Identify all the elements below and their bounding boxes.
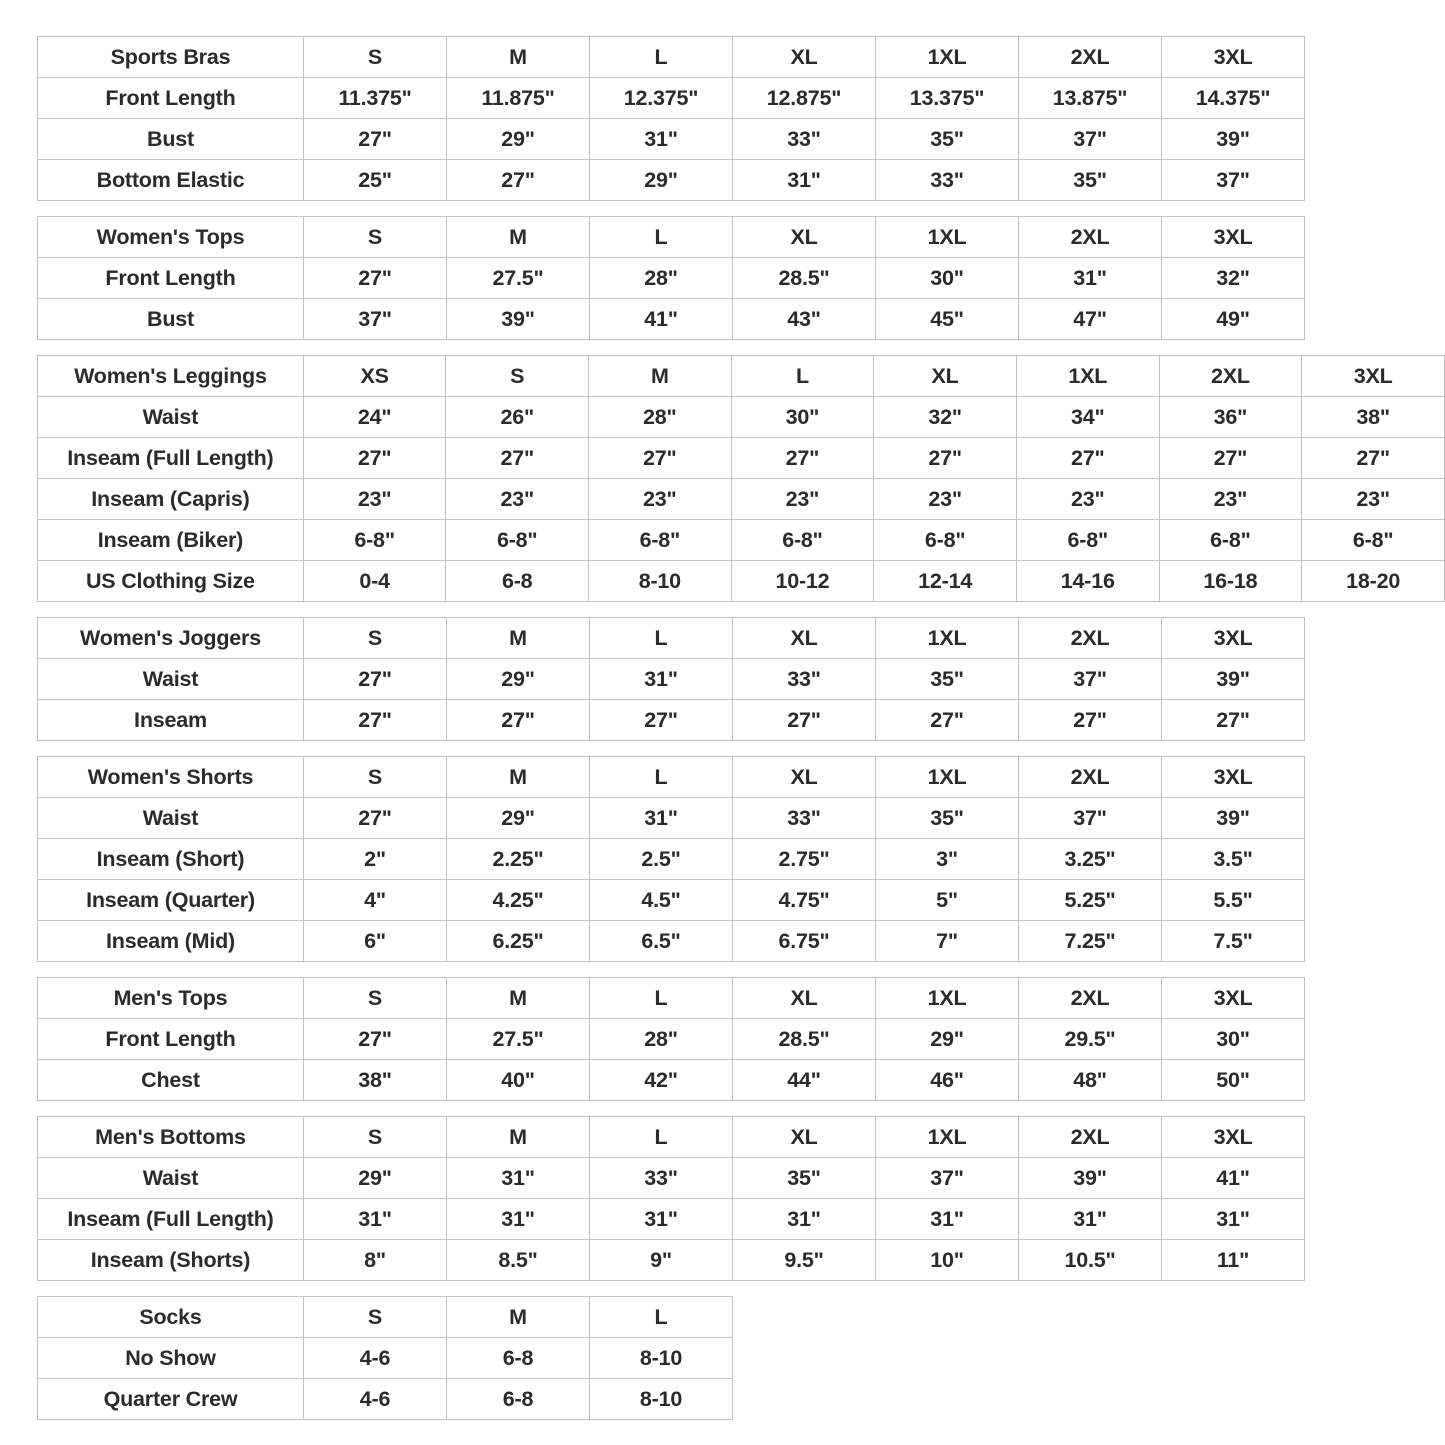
measurement-value-cell: 5.5" bbox=[1162, 880, 1305, 921]
measurement-value-cell: 27" bbox=[1019, 700, 1162, 741]
size-header-cell: 1XL bbox=[876, 1117, 1019, 1158]
measurement-value-cell: 27" bbox=[303, 438, 446, 479]
measurement-value-cell: 49" bbox=[1162, 299, 1305, 340]
measurement-value-cell: 39" bbox=[447, 299, 590, 340]
measurement-label-cell: Bottom Elastic bbox=[38, 160, 304, 201]
measurement-value-cell: 10" bbox=[876, 1240, 1019, 1281]
size-table-mens-tops bbox=[37, 977, 1305, 1101]
measurement-value-cell: 4.5" bbox=[590, 880, 733, 921]
measurement-value-cell: 27" bbox=[589, 438, 732, 479]
size-header-cell: 2XL bbox=[1159, 356, 1302, 397]
measurement-value-cell: 6.75" bbox=[733, 921, 876, 962]
measurement-value-cell: 41" bbox=[1162, 1158, 1305, 1199]
measurement-label-cell: Bust bbox=[38, 119, 304, 160]
measurement-value-cell: 2.75" bbox=[733, 839, 876, 880]
measurement-value-cell: 32" bbox=[874, 397, 1017, 438]
measurement-value-cell: 18-20 bbox=[1302, 561, 1445, 602]
measurement-value-cell: 27" bbox=[304, 1019, 447, 1060]
size-table-womens-leggings bbox=[37, 355, 1445, 602]
measurement-value-cell: 39" bbox=[1019, 1158, 1162, 1199]
measurement-value-cell: 39" bbox=[1162, 798, 1305, 839]
measurement-value-cell: 29" bbox=[304, 1158, 447, 1199]
measurement-value-cell: 12.375" bbox=[590, 78, 733, 119]
measurement-value-cell: 28.5" bbox=[733, 258, 876, 299]
measurement-value-cell: 33" bbox=[876, 160, 1019, 201]
measurement-value-cell: 36" bbox=[1159, 397, 1302, 438]
size-header-cell: 1XL bbox=[876, 37, 1019, 78]
table-header-row bbox=[38, 217, 1305, 258]
size-header-cell: M bbox=[447, 1117, 590, 1158]
size-header-cell: M bbox=[447, 1297, 590, 1338]
measurement-value-cell: 31" bbox=[447, 1158, 590, 1199]
table-title-cell: Women's Joggers bbox=[38, 618, 304, 659]
measurement-value-cell: 31" bbox=[590, 1199, 733, 1240]
size-header-cell: XL bbox=[733, 978, 876, 1019]
measurement-value-cell: 28.5" bbox=[733, 1019, 876, 1060]
measurement-value-cell: 35" bbox=[876, 798, 1019, 839]
table-row bbox=[38, 1199, 1305, 1240]
measurement-value-cell: 7" bbox=[876, 921, 1019, 962]
measurement-value-cell: 27" bbox=[447, 700, 590, 741]
measurement-value-cell: 14.375" bbox=[1162, 78, 1305, 119]
measurement-value-cell: 3.25" bbox=[1019, 839, 1162, 880]
table-row bbox=[38, 258, 1305, 299]
measurement-value-cell: 34" bbox=[1016, 397, 1159, 438]
size-header-cell: L bbox=[590, 618, 733, 659]
measurement-label-cell: Inseam (Full Length) bbox=[38, 1199, 304, 1240]
table-row bbox=[38, 397, 1445, 438]
size-table-socks bbox=[37, 1296, 733, 1420]
table-row bbox=[38, 880, 1305, 921]
measurement-value-cell: 31" bbox=[304, 1199, 447, 1240]
table-header-row bbox=[38, 1297, 733, 1338]
measurement-value-cell: 23" bbox=[589, 479, 732, 520]
measurement-value-cell: 29" bbox=[447, 119, 590, 160]
measurement-value-cell: 9" bbox=[590, 1240, 733, 1281]
measurement-value-cell: 23" bbox=[874, 479, 1017, 520]
measurement-value-cell: 23" bbox=[1159, 479, 1302, 520]
measurement-value-cell: 9.5" bbox=[733, 1240, 876, 1281]
measurement-value-cell: 27" bbox=[1162, 700, 1305, 741]
measurement-value-cell: 23" bbox=[1302, 479, 1445, 520]
table-title-cell: Socks bbox=[38, 1297, 304, 1338]
table-title-cell: Women's Leggings bbox=[38, 356, 304, 397]
measurement-label-cell: Inseam (Quarter) bbox=[38, 880, 304, 921]
measurement-value-cell: 23" bbox=[303, 479, 446, 520]
measurement-value-cell: 2.25" bbox=[447, 839, 590, 880]
measurement-value-cell: 40" bbox=[447, 1060, 590, 1101]
size-header-cell: 1XL bbox=[876, 217, 1019, 258]
size-header-cell: S bbox=[446, 356, 589, 397]
table-row bbox=[38, 659, 1305, 700]
measurement-label-cell: Chest bbox=[38, 1060, 304, 1101]
table-row bbox=[38, 700, 1305, 741]
measurement-value-cell: 6-8" bbox=[1302, 520, 1445, 561]
size-header-cell: XS bbox=[303, 356, 446, 397]
measurement-value-cell: 16-18 bbox=[1159, 561, 1302, 602]
measurement-value-cell: 6.5" bbox=[590, 921, 733, 962]
size-header-cell: L bbox=[731, 356, 874, 397]
measurement-value-cell: 32" bbox=[1162, 258, 1305, 299]
size-header-cell: XL bbox=[733, 217, 876, 258]
measurement-value-cell: 6-8" bbox=[874, 520, 1017, 561]
measurement-value-cell: 31" bbox=[447, 1199, 590, 1240]
measurement-value-cell: 29" bbox=[447, 798, 590, 839]
measurement-value-cell: 35" bbox=[733, 1158, 876, 1199]
size-header-cell: 2XL bbox=[1019, 757, 1162, 798]
measurement-value-cell: 23" bbox=[446, 479, 589, 520]
measurement-value-cell: 6-8 bbox=[447, 1379, 590, 1420]
table-row bbox=[38, 1338, 733, 1379]
size-header-cell: M bbox=[447, 37, 590, 78]
size-header-cell: L bbox=[590, 37, 733, 78]
measurement-label-cell: Inseam bbox=[38, 700, 304, 741]
measurement-value-cell: 4-6 bbox=[304, 1379, 447, 1420]
table-row bbox=[38, 1379, 733, 1420]
measurement-value-cell: 6" bbox=[304, 921, 447, 962]
size-header-cell: M bbox=[589, 356, 732, 397]
measurement-value-cell: 27" bbox=[304, 258, 447, 299]
table-row bbox=[38, 1240, 1305, 1281]
table-row bbox=[38, 1019, 1305, 1060]
measurement-value-cell: 27.5" bbox=[447, 1019, 590, 1060]
measurement-label-cell: Inseam (Full Length) bbox=[38, 438, 304, 479]
measurement-value-cell: 46" bbox=[876, 1060, 1019, 1101]
size-header-cell: XL bbox=[733, 37, 876, 78]
measurement-value-cell: 8.5" bbox=[447, 1240, 590, 1281]
measurement-value-cell: 50" bbox=[1162, 1060, 1305, 1101]
table-row bbox=[38, 299, 1305, 340]
measurement-label-cell: Inseam (Shorts) bbox=[38, 1240, 304, 1281]
size-header-cell: M bbox=[447, 618, 590, 659]
measurement-value-cell: 23" bbox=[731, 479, 874, 520]
measurement-value-cell: 33" bbox=[733, 798, 876, 839]
table-header-row bbox=[38, 978, 1305, 1019]
measurement-value-cell: 14-16 bbox=[1016, 561, 1159, 602]
measurement-value-cell: 6-8" bbox=[1016, 520, 1159, 561]
measurement-value-cell: 27" bbox=[304, 119, 447, 160]
size-header-cell: L bbox=[590, 1117, 733, 1158]
measurement-label-cell: Inseam (Mid) bbox=[38, 921, 304, 962]
table-header-row bbox=[38, 37, 1305, 78]
measurement-label-cell: Waist bbox=[38, 798, 304, 839]
measurement-value-cell: 3" bbox=[876, 839, 1019, 880]
measurement-value-cell: 37" bbox=[1019, 119, 1162, 160]
measurement-value-cell: 29" bbox=[590, 160, 733, 201]
size-table-sports-bras bbox=[37, 36, 1305, 201]
measurement-value-cell: 4.25" bbox=[447, 880, 590, 921]
table-header-row bbox=[38, 356, 1445, 397]
measurement-label-cell: Front Length bbox=[38, 1019, 304, 1060]
size-header-cell: 2XL bbox=[1019, 978, 1162, 1019]
measurement-value-cell: 35" bbox=[1019, 160, 1162, 201]
size-header-cell: S bbox=[304, 1117, 447, 1158]
size-header-cell: 1XL bbox=[876, 757, 1019, 798]
measurement-value-cell: 10.5" bbox=[1019, 1240, 1162, 1281]
measurement-value-cell: 42" bbox=[590, 1060, 733, 1101]
measurement-label-cell: Inseam (Short) bbox=[38, 839, 304, 880]
measurement-value-cell: 11.375" bbox=[304, 78, 447, 119]
measurement-value-cell: 31" bbox=[733, 1199, 876, 1240]
size-header-cell: 3XL bbox=[1162, 37, 1305, 78]
measurement-label-cell: No Show bbox=[38, 1338, 304, 1379]
measurement-value-cell: 44" bbox=[733, 1060, 876, 1101]
measurement-value-cell: 43" bbox=[733, 299, 876, 340]
size-header-cell: 3XL bbox=[1162, 1117, 1305, 1158]
measurement-label-cell: Inseam (Capris) bbox=[38, 479, 304, 520]
table-row bbox=[38, 1158, 1305, 1199]
measurement-value-cell: 3.5" bbox=[1162, 839, 1305, 880]
measurement-value-cell: 38" bbox=[304, 1060, 447, 1101]
table-row bbox=[38, 561, 1445, 602]
measurement-value-cell: 39" bbox=[1162, 659, 1305, 700]
measurement-value-cell: 27" bbox=[304, 659, 447, 700]
table-header-row bbox=[38, 1117, 1305, 1158]
size-header-cell: 1XL bbox=[876, 618, 1019, 659]
measurement-value-cell: 33" bbox=[733, 659, 876, 700]
measurement-label-cell: Waist bbox=[38, 397, 304, 438]
table-row bbox=[38, 479, 1445, 520]
measurement-value-cell: 24" bbox=[303, 397, 446, 438]
measurement-value-cell: 27" bbox=[1016, 438, 1159, 479]
measurement-value-cell: 37" bbox=[1162, 160, 1305, 201]
size-header-cell: S bbox=[304, 1297, 447, 1338]
table-row bbox=[38, 78, 1305, 119]
size-header-cell: 2XL bbox=[1019, 217, 1162, 258]
table-header-row bbox=[38, 757, 1305, 798]
measurement-value-cell: 6-8 bbox=[447, 1338, 590, 1379]
table-row bbox=[38, 119, 1305, 160]
size-header-cell: 1XL bbox=[1016, 356, 1159, 397]
measurement-value-cell: 30" bbox=[876, 258, 1019, 299]
table-row bbox=[38, 798, 1305, 839]
measurement-value-cell: 37" bbox=[1019, 798, 1162, 839]
measurement-value-cell: 31" bbox=[1162, 1199, 1305, 1240]
size-header-cell: XL bbox=[733, 1117, 876, 1158]
measurement-value-cell: 25" bbox=[304, 160, 447, 201]
measurement-value-cell: 31" bbox=[1019, 1199, 1162, 1240]
measurement-value-cell: 4.75" bbox=[733, 880, 876, 921]
measurement-value-cell: 31" bbox=[590, 119, 733, 160]
measurement-value-cell: 45" bbox=[876, 299, 1019, 340]
size-table-womens-joggers bbox=[37, 617, 1305, 741]
measurement-value-cell: 23" bbox=[1016, 479, 1159, 520]
measurement-label-cell: Front Length bbox=[38, 78, 304, 119]
measurement-value-cell: 29" bbox=[447, 659, 590, 700]
measurement-value-cell: 41" bbox=[590, 299, 733, 340]
table-title-cell: Men's Bottoms bbox=[38, 1117, 304, 1158]
measurement-value-cell: 8" bbox=[304, 1240, 447, 1281]
table-row bbox=[38, 438, 1445, 479]
table-title-cell: Women's Tops bbox=[38, 217, 304, 258]
measurement-value-cell: 6-8" bbox=[731, 520, 874, 561]
measurement-value-cell: 7.25" bbox=[1019, 921, 1162, 962]
size-header-cell: 3XL bbox=[1162, 757, 1305, 798]
size-header-cell: XL bbox=[874, 356, 1017, 397]
measurement-value-cell: 5" bbox=[876, 880, 1019, 921]
measurement-value-cell: 27" bbox=[876, 700, 1019, 741]
table-title-cell: Men's Tops bbox=[38, 978, 304, 1019]
size-header-cell: M bbox=[447, 217, 590, 258]
size-header-cell: 1XL bbox=[876, 978, 1019, 1019]
measurement-label-cell: Quarter Crew bbox=[38, 1379, 304, 1420]
measurement-value-cell: 5.25" bbox=[1019, 880, 1162, 921]
size-header-cell: 3XL bbox=[1162, 217, 1305, 258]
measurement-value-cell: 31" bbox=[1019, 258, 1162, 299]
measurement-value-cell: 4-6 bbox=[304, 1338, 447, 1379]
measurement-value-cell: 2" bbox=[304, 839, 447, 880]
size-header-cell: 3XL bbox=[1162, 618, 1305, 659]
measurement-label-cell: Waist bbox=[38, 659, 304, 700]
measurement-value-cell: 11" bbox=[1162, 1240, 1305, 1281]
measurement-label-cell: Inseam (Biker) bbox=[38, 520, 304, 561]
measurement-value-cell: 0-4 bbox=[303, 561, 446, 602]
measurement-value-cell: 31" bbox=[733, 160, 876, 201]
table-row bbox=[38, 160, 1305, 201]
measurement-label-cell: US Clothing Size bbox=[38, 561, 304, 602]
measurement-value-cell: 8-10 bbox=[590, 1338, 733, 1379]
size-header-cell: M bbox=[447, 757, 590, 798]
measurement-value-cell: 31" bbox=[590, 659, 733, 700]
measurement-value-cell: 31" bbox=[876, 1199, 1019, 1240]
measurement-value-cell: 27" bbox=[446, 438, 589, 479]
measurement-label-cell: Waist bbox=[38, 1158, 304, 1199]
measurement-value-cell: 8-10 bbox=[590, 1379, 733, 1420]
measurement-value-cell: 6.25" bbox=[447, 921, 590, 962]
table-title-cell: Women's Shorts bbox=[38, 757, 304, 798]
measurement-value-cell: 10-12 bbox=[731, 561, 874, 602]
measurement-value-cell: 39" bbox=[1162, 119, 1305, 160]
size-header-cell: S bbox=[304, 978, 447, 1019]
size-header-cell: L bbox=[590, 217, 733, 258]
measurement-value-cell: 2.5" bbox=[590, 839, 733, 880]
measurement-value-cell: 30" bbox=[731, 397, 874, 438]
measurement-value-cell: 27" bbox=[590, 700, 733, 741]
measurement-value-cell: 47" bbox=[1019, 299, 1162, 340]
table-row bbox=[38, 921, 1305, 962]
measurement-value-cell: 8-10 bbox=[589, 561, 732, 602]
size-header-cell: S bbox=[304, 618, 447, 659]
size-table-mens-bottoms bbox=[37, 1116, 1305, 1281]
measurement-value-cell: 29" bbox=[876, 1019, 1019, 1060]
measurement-value-cell: 6-8" bbox=[303, 520, 446, 561]
measurement-value-cell: 28" bbox=[590, 1019, 733, 1060]
size-table-womens-tops bbox=[37, 216, 1305, 340]
measurement-value-cell: 31" bbox=[590, 798, 733, 839]
measurement-value-cell: 11.875" bbox=[447, 78, 590, 119]
size-header-cell: S bbox=[304, 757, 447, 798]
measurement-label-cell: Bust bbox=[38, 299, 304, 340]
measurement-value-cell: 27" bbox=[304, 798, 447, 839]
size-header-cell: 2XL bbox=[1019, 618, 1162, 659]
measurement-value-cell: 37" bbox=[1019, 659, 1162, 700]
table-title-cell: Sports Bras bbox=[38, 37, 304, 78]
table-header-row bbox=[38, 618, 1305, 659]
measurement-value-cell: 6-8" bbox=[1159, 520, 1302, 561]
size-header-cell: L bbox=[590, 1297, 733, 1338]
table-row bbox=[38, 520, 1445, 561]
size-header-cell: L bbox=[590, 757, 733, 798]
measurement-value-cell: 12-14 bbox=[874, 561, 1017, 602]
table-row bbox=[38, 1060, 1305, 1101]
measurement-value-cell: 27" bbox=[733, 700, 876, 741]
measurement-value-cell: 13.375" bbox=[876, 78, 1019, 119]
measurement-value-cell: 27" bbox=[1159, 438, 1302, 479]
measurement-value-cell: 6-8" bbox=[589, 520, 732, 561]
measurement-value-cell: 26" bbox=[446, 397, 589, 438]
measurement-value-cell: 6-8" bbox=[446, 520, 589, 561]
measurement-value-cell: 37" bbox=[304, 299, 447, 340]
measurement-value-cell: 28" bbox=[590, 258, 733, 299]
size-table-womens-shorts bbox=[37, 756, 1305, 962]
measurement-value-cell: 27" bbox=[1302, 438, 1445, 479]
size-header-cell: L bbox=[590, 978, 733, 1019]
measurement-value-cell: 12.875" bbox=[733, 78, 876, 119]
measurement-value-cell: 4" bbox=[304, 880, 447, 921]
size-header-cell: XL bbox=[733, 757, 876, 798]
measurement-value-cell: 7.5" bbox=[1162, 921, 1305, 962]
size-header-cell: S bbox=[304, 217, 447, 258]
measurement-value-cell: 33" bbox=[590, 1158, 733, 1199]
size-header-cell: 3XL bbox=[1162, 978, 1305, 1019]
measurement-value-cell: 28" bbox=[589, 397, 732, 438]
size-header-cell: 3XL bbox=[1302, 356, 1445, 397]
measurement-value-cell: 35" bbox=[876, 119, 1019, 160]
measurement-value-cell: 30" bbox=[1162, 1019, 1305, 1060]
measurement-value-cell: 48" bbox=[1019, 1060, 1162, 1101]
size-header-cell: 2XL bbox=[1019, 1117, 1162, 1158]
size-header-cell: 2XL bbox=[1019, 37, 1162, 78]
size-header-cell: S bbox=[304, 37, 447, 78]
measurement-value-cell: 38" bbox=[1302, 397, 1445, 438]
measurement-value-cell: 29.5" bbox=[1019, 1019, 1162, 1060]
measurement-value-cell: 35" bbox=[876, 659, 1019, 700]
measurement-value-cell: 27" bbox=[304, 700, 447, 741]
measurement-value-cell: 6-8 bbox=[446, 561, 589, 602]
measurement-value-cell: 27" bbox=[731, 438, 874, 479]
measurement-value-cell: 27" bbox=[447, 160, 590, 201]
measurement-value-cell: 33" bbox=[733, 119, 876, 160]
measurement-value-cell: 37" bbox=[876, 1158, 1019, 1199]
measurement-value-cell: 27.5" bbox=[447, 258, 590, 299]
measurement-label-cell: Front Length bbox=[38, 258, 304, 299]
size-header-cell: M bbox=[447, 978, 590, 1019]
table-row bbox=[38, 839, 1305, 880]
measurement-value-cell: 27" bbox=[874, 438, 1017, 479]
measurement-value-cell: 13.875" bbox=[1019, 78, 1162, 119]
size-header-cell: XL bbox=[733, 618, 876, 659]
